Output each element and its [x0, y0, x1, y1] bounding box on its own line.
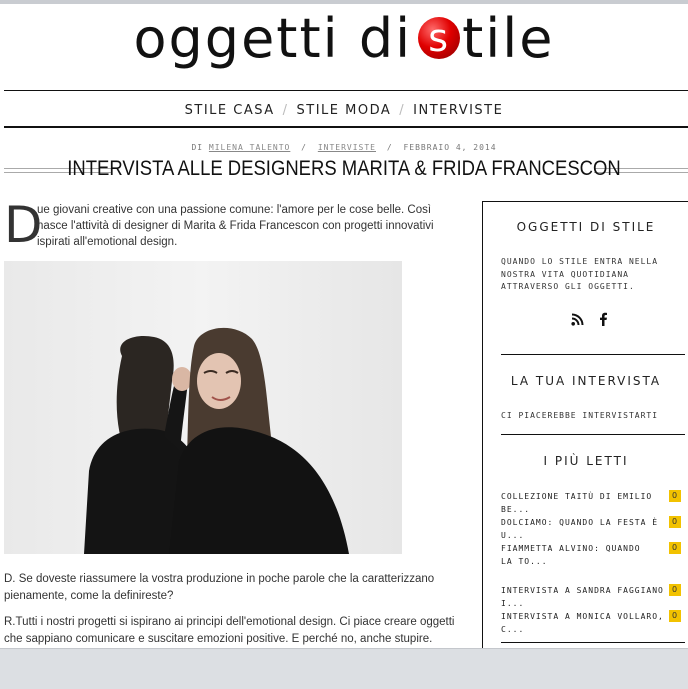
- browser-bottom-bar: [0, 648, 688, 689]
- popular-item[interactable]: [501, 610, 685, 636]
- author-link[interactable]: MILENA TALENTO: [208, 143, 291, 152]
- nav-item-stile-moda[interactable]: STILE MODA: [296, 102, 392, 118]
- post-intro: ue giovani creative con una passione comune: l'amore per le cose belle. Così nasce l'attività di designer di Marita & Frida Francescon con progetti innovativi ispirati all'emotional design.: [37, 204, 434, 248]
- rss-icon[interactable]: [571, 313, 584, 331]
- sidebar-popular-title: I PIÙ LETTI: [543, 454, 629, 468]
- popular-item-title[interactable]: DOLCIAMO: QUANDO LA FESTA È U...: [501, 518, 659, 540]
- sidebar-interview-title: LA TUA INTERVISTA: [510, 374, 662, 388]
- popular-item[interactable]: [501, 584, 685, 610]
- sidebar-interview-text[interactable]: CI PIACEREBBE INTERVISTARTI: [501, 411, 659, 420]
- article-photo: [4, 261, 402, 554]
- popular-count-badge: 0: [669, 490, 681, 502]
- category-link[interactable]: INTERVISTE: [317, 143, 376, 152]
- nav-separator: /: [399, 102, 406, 118]
- nav-item-stile-casa[interactable]: STILE CASA: [184, 102, 275, 118]
- post-title[interactable]: INTERVISTA ALLE DESIGNERS MARITA & FRIDA FRANCESCON: [67, 157, 621, 180]
- popular-count-badge: 0: [669, 610, 681, 622]
- interview-question: D. Se doveste riassumere la vostra produzione in poche parole che la caratterizzano pienamente, come la definireste?: [4, 573, 435, 602]
- popular-count-badge: 0: [669, 516, 681, 528]
- popular-item[interactable]: [501, 542, 685, 568]
- nav-bottom-rule: [4, 126, 688, 128]
- nav-top-rule: [4, 90, 688, 91]
- popular-count-badge: 0: [669, 542, 681, 554]
- popular-item[interactable]: [501, 490, 685, 516]
- social-icons: [571, 312, 608, 331]
- logo-text-end: tile: [462, 6, 555, 70]
- title-row: [0, 157, 688, 183]
- sidebar-about-title: OGGETTI DI STILE: [516, 220, 656, 234]
- popular-item[interactable]: [501, 516, 685, 542]
- post-date: FEBBRAIO 4, 2014: [403, 143, 497, 152]
- site-logo[interactable]: [0, 2, 688, 74]
- sidebar-divider: [501, 354, 685, 355]
- popular-item-title[interactable]: COLLEZIONE TAITÙ DI EMILIO BE...: [501, 492, 653, 514]
- logo-s-badge: s: [418, 17, 460, 59]
- meta-separator: /: [386, 143, 393, 152]
- sidebar: [482, 201, 688, 683]
- nav-separator: /: [282, 102, 289, 118]
- facebook-icon[interactable]: [598, 312, 608, 331]
- nav-item-interviste[interactable]: INTERVISTE: [413, 102, 504, 118]
- popular-item-title[interactable]: INTERVISTA A MONICA VOLLARO, C...: [501, 612, 664, 634]
- drop-cap: D: [4, 196, 43, 254]
- logo-text-start: oggetti di: [133, 6, 413, 70]
- popular-item-title[interactable]: FIAMMETTA ALVINO: QUANDO LA TO...: [501, 544, 641, 566]
- popular-count-badge: 0: [669, 584, 681, 596]
- post-meta: [0, 143, 688, 152]
- interview-answer: R.Tutti i nostri progetti si ispirano ai principi dell'emotional design. Ci piace creare oggetti che sappiano comunicare e suscitare emozioni positive. E perché no, anche stupire.: [4, 616, 455, 645]
- main-nav: [0, 100, 688, 120]
- sidebar-divider: [501, 642, 685, 643]
- sidebar-about-text: QUANDO LO STILE ENTRA NELLA NOSTRA VITA QUOTIDIANA ATTRAVERSO GLI OGGETTI.: [501, 257, 659, 291]
- designers-photo-illustration: [4, 261, 402, 554]
- sidebar-divider: [501, 434, 685, 435]
- popular-item-title[interactable]: INTERVISTA A SANDRA FAGGIANO I...: [501, 586, 664, 608]
- meta-by-label: DI: [191, 143, 204, 152]
- meta-separator: /: [301, 143, 307, 152]
